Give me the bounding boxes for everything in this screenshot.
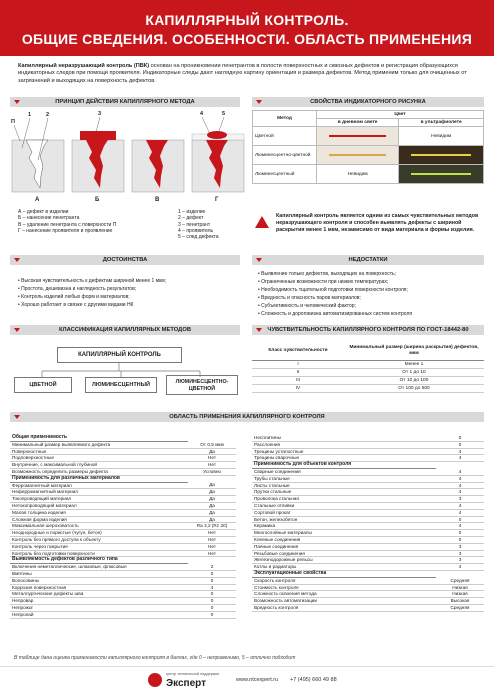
- table-row: Неоднородные и пористые (чугун, бетон) Нет: [10, 530, 236, 537]
- scope-table-left: [10, 435, 236, 619]
- triangle-icon: [256, 328, 262, 332]
- intro-rest: основан на проникновении пенетрантов в полости поверхностных и сквозных дефектов и регистрация образующихся индикаторных следов при помощи проявителя. Индикаторные следы дают наглядную картину ориентация и размера дефектов. Метод применим только для очищенных от загрязнений и выходящих на поверхность дефектов.: [18, 63, 467, 84]
- table-section-header: Выявляемость дефектов различного типа: [10, 557, 236, 564]
- table-row: Стальные отливки 4: [252, 503, 484, 510]
- table-row: Ферромагнитный материал Да: [10, 482, 236, 489]
- table-section-header: Эксплуатационные свойства: [252, 570, 484, 577]
- page-title-line2: ОБЩИЕ СВЕДЕНИЯ. ОСОБЕННОСТИ. ОБЛАСТЬ ПРИМЕНЕНИЯ: [21, 31, 473, 47]
- principle-legend-left: А – дефект в изделии Б – нанесение пенетранта В – удаление пенетранта с поверхности П Г – нанесение проявителя и проявление: [18, 209, 117, 234]
- list-item: • Субъективность и человеческий фактор;: [258, 303, 356, 309]
- table-row: Прутки стальные 4: [252, 489, 484, 496]
- svg-text:В: В: [155, 197, 160, 203]
- table-row: Максимальная шероховатость Ra 3,2 (Rz 20): [10, 523, 236, 530]
- table-row: Малая толщина изделия Да: [10, 509, 236, 516]
- page-title-line1: КАПИЛЛЯРНЫЙ КОНТРОЛЬ.: [145, 12, 349, 28]
- table-row: Минимальный размер выявляемого дефекта От 0,5 мкм: [10, 441, 236, 448]
- table-row: Паяные соединения 3: [252, 543, 484, 550]
- indicator-table: Метод Цвет в дневном свете в ультрафиолете Цветной Невидим Люминесцентно-цветной Люминесцентный Невидим: [252, 110, 484, 184]
- table-row: Непропай 0: [10, 611, 236, 618]
- table-row: Возможность автоматизации Высокая: [252, 598, 484, 605]
- table-row: Трещины сварочные 4: [252, 455, 484, 462]
- table-row: Поверхностные Да: [10, 448, 236, 455]
- list-item: • Сложность и дороговизна автоматизированных систем контроля: [258, 311, 413, 317]
- table-row: Листы стальные 4: [252, 482, 484, 489]
- indicator-note: Капиллярный контроль является одним из самых чувствительных методов неразрушающего контроля и способен выявлять дефекты с шириной раскрытия менее 1 мкм, независимо от вида материала и формы изделия.: [276, 213, 479, 233]
- table-row: Керамика 4: [252, 523, 484, 530]
- footer: [0, 666, 494, 700]
- principle-legend-right: 1 – изделие 2 – дефект 3 – пенетрант 4 – проявитель 5 – след дефекта: [178, 209, 219, 241]
- table-row: Контроль без подготовки поверхности Нет: [10, 550, 236, 557]
- list-item: • Необходимость тщательной подготовки поверхности контроля;: [258, 287, 408, 293]
- svg-text:5: 5: [222, 111, 226, 117]
- table-row: Проволока стальная 3: [252, 496, 484, 503]
- table-row: Непровар 0: [10, 598, 236, 605]
- table-section-header: Общая применимость: [10, 435, 236, 441]
- table-row: Скорость контроля Средняя: [252, 577, 484, 584]
- list-item: • Контроль изделий любых форм и материалов;: [18, 294, 130, 300]
- table-row: Резьбовые соединения 3: [252, 550, 484, 557]
- table-section-header: Применимость для различных материалов: [10, 475, 236, 482]
- table-row: Трубы стальные 4: [252, 475, 484, 482]
- table-row: Включения неметаллические, шлаковые, флюсовые 2: [10, 564, 236, 571]
- table-row: Котлы и радиаторы 4: [252, 564, 484, 571]
- svg-text:2: 2: [46, 112, 50, 118]
- triangle-icon: [14, 415, 20, 419]
- list-item: • Выявление только дефектов, выходящих на поверхность;: [258, 271, 397, 277]
- table-row: Несплитины 0: [252, 435, 484, 441]
- table-row: Коррозия поверхностная 4: [10, 584, 236, 591]
- table-row: Возможность определить размеры дефекта Условно: [10, 469, 236, 476]
- table-row: Стоимость контроля Низкая: [252, 584, 484, 591]
- scope-heading: ОБЛАСТЬ ПРИМЕНЕНИЯ КАПИЛЛЯРНОГО КОНТРОЛЯ: [10, 412, 484, 422]
- table-row: Контроль через покрытие Нет: [10, 543, 236, 550]
- table-row: Контроль без прямого доступа к объекту Нет: [10, 537, 236, 544]
- indicator-heading: СВОЙСТВА ИНДИКАТОРНОГО РИСУНКА: [252, 97, 484, 107]
- svg-text:А: А: [35, 197, 40, 203]
- table-row: Непрожог 0: [10, 604, 236, 611]
- footer-brand: Эксперт: [166, 678, 207, 689]
- table-row: Бетон, железобетон 0: [252, 516, 484, 523]
- classification-heading: КЛАССИФИКАЦИЯ КАПИЛЛЯРНЫХ МЕТОДОВ: [10, 325, 240, 335]
- table-row: Вредность контроля Средняя: [252, 604, 484, 611]
- footer-site: www.ntcexpert.ru: [236, 677, 279, 683]
- table-row: Подповерхностные Нет: [10, 455, 236, 462]
- classification-child-lum: ЛЮМИНЕСЦЕНТНЫЙ: [85, 377, 157, 393]
- callout-p: П: [11, 119, 15, 125]
- table-row: Сортовой прокат 4: [252, 509, 484, 516]
- svg-text:4: 4: [200, 111, 204, 117]
- footer-brand-small: центр технической поддержки: [166, 672, 220, 676]
- table-row: Многослойные материалы 0: [252, 530, 484, 537]
- list-item: • Простота, дешевизна и наглядность результатов;: [18, 286, 137, 292]
- table-section-header: Применимость для объектов контроля: [252, 462, 484, 469]
- principle-heading: ПРИНЦИП ДЕЙСТВИЯ КАПИЛЛЯРНОГО МЕТОДА: [10, 97, 240, 107]
- sensitivity-table: Класс чувствительности Минимальный размер (ширина раскрытия) дефектов, мкм I Менее 1 II От 1 до 10 III От 10 до 100 IV От 100 до 500: [252, 342, 484, 393]
- table-row: Вмятины 0: [10, 570, 236, 577]
- footer-phone: +7 (495) 660 49 88: [290, 677, 337, 683]
- table-row: Сложность освоения метода Низкая: [252, 591, 484, 598]
- classification-root: КАПИЛЛЯРНЫЙ КОНТРОЛЬ: [57, 347, 182, 363]
- table-row: Внутренние, с максимальной глубиной Нет: [10, 462, 236, 469]
- svg-text:3: 3: [98, 111, 102, 117]
- table-row: Сложная форма изделия Да: [10, 516, 236, 523]
- list-item: • Хорошо работает в связке с другими видами НК: [18, 302, 134, 308]
- classification-child-lumcolor: ЛЮМИНЕСЦЕНТНО-ЦВЕТНОЙ: [166, 375, 238, 395]
- intro-bold: Капиллярный неразрушающий контроль (ПВК): [18, 63, 150, 69]
- scope-table-right: [252, 435, 484, 612]
- table-row: Расслоения 0: [252, 441, 484, 448]
- expert-logo-icon: [148, 673, 162, 687]
- table-row: Токопроводящий материал Да: [10, 496, 236, 503]
- table-row: Железнодорожные рельсы 3: [252, 557, 484, 564]
- list-item: • Ограниченные возможности при низких температурах;: [258, 279, 389, 285]
- classification-child-color: ЦВЕТНОЙ: [14, 377, 72, 393]
- sensitivity-heading: ЧУВСТВИТЕЛЬНОСТЬ КАПИЛЛЯРНОГО КОНТРОЛЯ ПО ГОСТ-18442-80: [252, 325, 484, 335]
- table-row: Волосовины 0: [10, 577, 236, 584]
- table-row: Трещины усталостные 4: [252, 448, 484, 455]
- svg-text:Г: Г: [215, 197, 219, 203]
- table-row: Нетокопроводящий материал Да: [10, 503, 236, 510]
- table-row: Клееные соединения 0: [252, 537, 484, 544]
- scope-footnote: В таблице дана оценка применимости капиллярного контроля в баллах, где 0 – неприменимо, 5 – отлично подходит: [14, 655, 296, 661]
- list-item: • Высокая чувствительность к дефектам шириной менее 1 мкм;: [18, 278, 167, 284]
- pros-heading: ДОСТОИНСТВА: [10, 255, 240, 265]
- svg-text:1: 1: [28, 112, 32, 118]
- svg-text:Б: Б: [95, 197, 100, 203]
- list-item: • Вредность и опасность паров материалов;: [258, 295, 361, 301]
- table-row: Металлургические дефекты шва 0: [10, 591, 236, 598]
- table-row: Сварные соединения 4: [252, 469, 484, 476]
- cons-heading: НЕДОСТАТКИ: [252, 255, 484, 265]
- table-row: Неферромагнитный материал Да: [10, 489, 236, 496]
